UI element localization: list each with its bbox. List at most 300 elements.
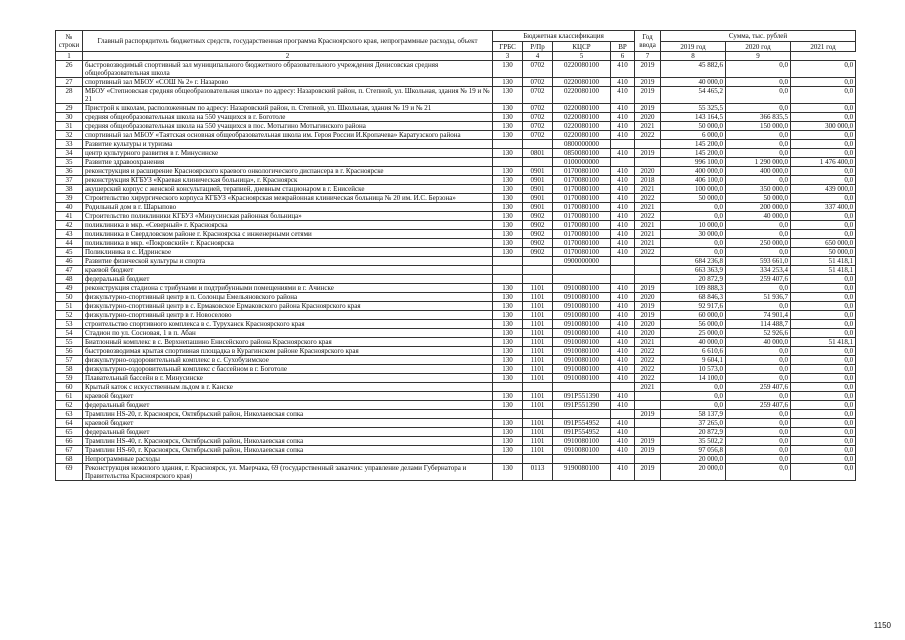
sum-2020-cell: 0,0 — [726, 149, 791, 158]
sum-2020-cell: 40 000,0 — [726, 338, 791, 347]
grbs-cell: 130 — [493, 131, 523, 140]
table-row — [56, 347, 856, 356]
table-row — [56, 311, 856, 320]
object-name: Трамплин HS-60, г. Красноярск, Октябрьский район, Николаевская сопка — [83, 446, 493, 455]
vr-cell — [611, 455, 635, 464]
rzpr-cell: 1101 — [523, 365, 553, 374]
vr-cell: 410 — [611, 167, 635, 176]
table-row — [56, 365, 856, 374]
sum-2019-cell: 10 573,0 — [661, 365, 726, 374]
col-header-row-number: № строки — [56, 31, 83, 52]
year-cell — [635, 401, 661, 410]
vr-cell: 410 — [611, 437, 635, 446]
object-name: реконструкция КГБУЗ «Краевая клиническая больница», г. Красноярск — [83, 176, 493, 185]
object-name: Биатлонный комплекс в с. Верхнепашино Енисейского района Красноярского края — [83, 338, 493, 347]
sum-2021-cell: 51 418,1 — [791, 257, 856, 266]
sum-2019-cell: 145 200,0 — [661, 149, 726, 158]
row-number: 65 — [56, 428, 83, 437]
sum-2020-cell: 366 835,5 — [726, 113, 791, 122]
object-name: Реконструкция нежилого здания, г. Красноярск, ул. Маерчака, 69 (государственный заказчик: управление делами Губернатора и Правительства Красноярского края) — [83, 464, 493, 481]
sum-2021-cell: 0,0 — [791, 176, 856, 185]
year-cell: 2019 — [635, 446, 661, 455]
table-row — [56, 257, 856, 266]
kcsr-cell — [553, 383, 611, 392]
object-name: спортивный зал МБОУ «Таятская основная общеобразовательная школа им. Героя России И.Кропачева» Каратузского района — [83, 131, 493, 140]
row-number: 37 — [56, 176, 83, 185]
column-number: 2 — [83, 52, 493, 61]
rzpr-cell: 1101 — [523, 401, 553, 410]
sum-2021-cell: 650 000,0 — [791, 239, 856, 248]
table-row — [56, 167, 856, 176]
grbs-cell: 130 — [493, 87, 523, 104]
rzpr-cell — [523, 158, 553, 167]
object-name: акушерский корпус с женской консультацией, терапией, дневным стационаром в г. Енисейске — [83, 185, 493, 194]
object-name: Трамплин HS-20, г. Красноярск, Октябрьский район, Николаевская сопка — [83, 410, 493, 419]
row-number: 35 — [56, 158, 83, 167]
rzpr-cell: 0702 — [523, 113, 553, 122]
grbs-cell — [493, 455, 523, 464]
row-number: 53 — [56, 320, 83, 329]
table-body — [56, 61, 856, 481]
sum-2019-cell: 0,0 — [661, 239, 726, 248]
rzpr-cell: 0702 — [523, 122, 553, 131]
kcsr-cell: 0900000000 — [553, 257, 611, 266]
sum-2019-cell: 0,0 — [661, 203, 726, 212]
row-number: 59 — [56, 374, 83, 383]
table-row — [56, 329, 856, 338]
kcsr-cell: 0220080100 — [553, 131, 611, 140]
vr-cell — [611, 257, 635, 266]
rzpr-cell: 0702 — [523, 131, 553, 140]
year-cell: 2019 — [635, 61, 661, 78]
year-cell: 2020 — [635, 320, 661, 329]
object-name: быстровозводимый спортивный зал муниципального бюджетного образовательного учреждения Денисовская средняя общеобразовательная школа — [83, 61, 493, 78]
object-name: спортивный зал МБОУ «СОШ № 2» г. Назарово — [83, 78, 493, 87]
sum-2020-cell: 0,0 — [726, 221, 791, 230]
sum-2020-cell: 150 000,0 — [726, 122, 791, 131]
object-name: Плавательный бассейн в г. Минусинске — [83, 374, 493, 383]
column-number: 9 — [726, 52, 791, 61]
year-cell — [635, 158, 661, 167]
table-row — [56, 122, 856, 131]
sum-2020-cell: 0,0 — [726, 464, 791, 481]
year-cell — [635, 392, 661, 401]
vr-cell: 410 — [611, 122, 635, 131]
object-name: физкультурно-спортивный центр в п. Солонцы Емельяновского района — [83, 293, 493, 302]
kcsr-cell: 0170080100 — [553, 239, 611, 248]
rzpr-cell — [523, 410, 553, 419]
vr-cell: 410 — [611, 302, 635, 311]
sum-2019-cell: 0,0 — [661, 248, 726, 257]
year-cell: 2019 — [635, 410, 661, 419]
year-cell: 2019 — [635, 437, 661, 446]
sum-2019-cell: 143 164,5 — [661, 113, 726, 122]
column-number: 8 — [661, 52, 726, 61]
sum-2020-cell: 52 926,6 — [726, 329, 791, 338]
row-number: 58 — [56, 365, 83, 374]
sum-2019-cell: 35 502,2 — [661, 437, 726, 446]
row-number: 28 — [56, 87, 83, 104]
rzpr-cell: 1101 — [523, 356, 553, 365]
rzpr-cell: 0901 — [523, 176, 553, 185]
grbs-cell — [493, 383, 523, 392]
kcsr-cell: 0220080100 — [553, 78, 611, 87]
sum-2021-cell: 0,0 — [791, 329, 856, 338]
sum-2021-cell: 0,0 — [791, 230, 856, 239]
sum-2020-cell: 74 901,4 — [726, 311, 791, 320]
budget-table — [55, 30, 856, 481]
table-row — [56, 455, 856, 464]
row-number: 66 — [56, 437, 83, 446]
kcsr-cell — [553, 410, 611, 419]
table-row — [56, 446, 856, 455]
object-name: краевой бюджет — [83, 266, 493, 275]
sum-2019-cell: 6 000,0 — [661, 131, 726, 140]
sum-2021-cell: 0,0 — [791, 383, 856, 392]
grbs-cell: 130 — [493, 329, 523, 338]
kcsr-cell: 0170080100 — [553, 212, 611, 221]
grbs-cell: 130 — [493, 293, 523, 302]
sum-2021-cell: 0,0 — [791, 131, 856, 140]
sum-2020-cell: 51 936,7 — [726, 293, 791, 302]
table-row — [56, 61, 856, 78]
sum-2020-cell: 200 000,0 — [726, 203, 791, 212]
sum-2021-cell: 0,0 — [791, 428, 856, 437]
sum-2020-cell: 0,0 — [726, 140, 791, 149]
table-row — [56, 374, 856, 383]
kcsr-cell: 0910080100 — [553, 347, 611, 356]
row-number: 29 — [56, 104, 83, 113]
sum-2019-cell: 400 000,0 — [661, 167, 726, 176]
sum-2021-cell: 0,0 — [791, 140, 856, 149]
grbs-cell: 130 — [493, 365, 523, 374]
kcsr-cell: 0850080100 — [553, 149, 611, 158]
row-number: 47 — [56, 266, 83, 275]
row-number: 44 — [56, 239, 83, 248]
year-cell: 2021 — [635, 383, 661, 392]
vr-cell — [611, 410, 635, 419]
rzpr-cell: 0901 — [523, 194, 553, 203]
year-cell — [635, 419, 661, 428]
grbs-cell — [493, 158, 523, 167]
sum-2019-cell: 97 056,8 — [661, 446, 726, 455]
kcsr-cell: 0170080100 — [553, 221, 611, 230]
year-cell: 2022 — [635, 248, 661, 257]
year-cell: 2021 — [635, 122, 661, 131]
kcsr-cell: 0220080100 — [553, 87, 611, 104]
year-cell: 2019 — [635, 104, 661, 113]
sum-2020-cell: 0,0 — [726, 302, 791, 311]
table-row — [56, 176, 856, 185]
year-cell: 2018 — [635, 176, 661, 185]
kcsr-cell: 0170080100 — [553, 248, 611, 257]
table-row — [56, 428, 856, 437]
year-cell: 2021 — [635, 230, 661, 239]
table-row — [56, 248, 856, 257]
row-number: 57 — [56, 356, 83, 365]
grbs-cell: 130 — [493, 464, 523, 481]
sum-2019-cell: 45 882,6 — [661, 61, 726, 78]
object-name: поликлиника в мкр. «Покровский» г. Красноярска — [83, 239, 493, 248]
sum-2019-cell: 406 100,0 — [661, 176, 726, 185]
sum-2020-cell: 0,0 — [726, 347, 791, 356]
sum-2021-cell: 0,0 — [791, 455, 856, 464]
grbs-cell: 130 — [493, 230, 523, 239]
vr-cell — [611, 140, 635, 149]
object-name: средняя общеобразовательная школа на 550 учащихся в г. Боготоле — [83, 113, 493, 122]
rzpr-cell: 1101 — [523, 392, 553, 401]
table-row — [56, 87, 856, 104]
sum-2019-cell: 55 325,5 — [661, 104, 726, 113]
vr-cell: 410 — [611, 248, 635, 257]
sum-2021-cell: 0,0 — [791, 464, 856, 481]
row-number: 60 — [56, 383, 83, 392]
year-cell — [635, 275, 661, 284]
sum-2020-cell: 350 000,0 — [726, 185, 791, 194]
table-row — [56, 302, 856, 311]
row-number: 38 — [56, 185, 83, 194]
table-row — [56, 266, 856, 275]
grbs-cell: 130 — [493, 248, 523, 257]
table-row — [56, 113, 856, 122]
kcsr-cell: 0800000000 — [553, 140, 611, 149]
row-number: 26 — [56, 61, 83, 78]
object-name: строительство спортивного комплекса в с. Туруханск Красноярского края — [83, 320, 493, 329]
rzpr-cell: 0702 — [523, 87, 553, 104]
sum-2020-cell: 0,0 — [726, 87, 791, 104]
rzpr-cell: 1101 — [523, 419, 553, 428]
kcsr-cell: 091P551390 — [553, 401, 611, 410]
vr-cell: 410 — [611, 374, 635, 383]
sum-2019-cell: 9 604,1 — [661, 356, 726, 365]
grbs-cell: 130 — [493, 320, 523, 329]
sum-2020-cell: 250 000,0 — [726, 239, 791, 248]
grbs-cell — [493, 257, 523, 266]
sum-2020-cell: 0,0 — [726, 446, 791, 455]
sum-2020-cell: 0,0 — [726, 61, 791, 78]
sum-2019-cell: 40 000,0 — [661, 338, 726, 347]
grbs-cell: 130 — [493, 104, 523, 113]
rzpr-cell — [523, 275, 553, 284]
vr-cell: 410 — [611, 401, 635, 410]
sum-2021-cell: 0,0 — [791, 61, 856, 78]
table-row — [56, 140, 856, 149]
rzpr-cell: 1101 — [523, 311, 553, 320]
row-number: 40 — [56, 203, 83, 212]
grbs-cell: 130 — [493, 221, 523, 230]
rzpr-cell: 1101 — [523, 347, 553, 356]
sum-2019-cell: 10 000,0 — [661, 221, 726, 230]
sum-2020-cell: 400 000,0 — [726, 167, 791, 176]
rzpr-cell: 1101 — [523, 320, 553, 329]
grbs-cell: 130 — [493, 284, 523, 293]
sum-2020-cell: 0,0 — [726, 374, 791, 383]
sum-2020-cell: 0,0 — [726, 455, 791, 464]
row-number: 43 — [56, 230, 83, 239]
rzpr-cell: 0702 — [523, 61, 553, 78]
grbs-cell: 130 — [493, 122, 523, 131]
grbs-cell: 130 — [493, 338, 523, 347]
vr-cell: 410 — [611, 194, 635, 203]
grbs-cell: 130 — [493, 176, 523, 185]
sum-2019-cell: 0,0 — [661, 401, 726, 410]
sum-2020-cell: 0,0 — [726, 419, 791, 428]
sum-2019-cell: 40 000,0 — [661, 78, 726, 87]
sum-2019-cell: 20 872,9 — [661, 275, 726, 284]
object-name: Развитие здравоохранения — [83, 158, 493, 167]
row-number: 41 — [56, 212, 83, 221]
rzpr-cell — [523, 257, 553, 266]
object-name: физкультурно-спортивный центр в г. Новоселово — [83, 311, 493, 320]
grbs-cell: 130 — [493, 302, 523, 311]
sum-2021-cell: 1 476 400,0 — [791, 158, 856, 167]
rzpr-cell: 0902 — [523, 248, 553, 257]
column-number-row — [56, 52, 856, 61]
col-header-grbs: ГРБС — [493, 42, 523, 52]
rzpr-cell: 0901 — [523, 185, 553, 194]
row-number: 52 — [56, 311, 83, 320]
year-cell: 2019 — [635, 302, 661, 311]
sum-2019-cell: 0,0 — [661, 212, 726, 221]
sum-2021-cell: 0,0 — [791, 347, 856, 356]
object-name: Развитие культуры и туризма — [83, 140, 493, 149]
sum-2020-cell: 0,0 — [726, 437, 791, 446]
rzpr-cell: 1101 — [523, 374, 553, 383]
object-name: физкультурно-оздоровительный комплекс с бассейном в г. Боготоле — [83, 365, 493, 374]
grbs-cell: 130 — [493, 401, 523, 410]
column-number: 5 — [553, 52, 611, 61]
grbs-cell: 130 — [493, 392, 523, 401]
table-row — [56, 356, 856, 365]
row-number: 33 — [56, 140, 83, 149]
object-name: физкультурно-оздоровительный комплекс в с. Сухобузимское — [83, 356, 493, 365]
kcsr-cell: 0910080100 — [553, 302, 611, 311]
object-name: Крытый каток с искусственным льдом в г. Канске — [83, 383, 493, 392]
vr-cell: 410 — [611, 221, 635, 230]
row-number: 49 — [56, 284, 83, 293]
sum-2019-cell: 56 000,0 — [661, 320, 726, 329]
sum-2019-cell: 92 917,6 — [661, 302, 726, 311]
table-row — [56, 78, 856, 87]
vr-cell: 410 — [611, 347, 635, 356]
kcsr-cell: 0910080100 — [553, 374, 611, 383]
sum-2021-cell: 0,0 — [791, 437, 856, 446]
page-number: 1150 — [873, 621, 891, 630]
table-row — [56, 284, 856, 293]
sum-2019-cell: 996 100,0 — [661, 158, 726, 167]
row-number: 34 — [56, 149, 83, 158]
row-number: 69 — [56, 464, 83, 481]
vr-cell: 410 — [611, 464, 635, 481]
column-number: 7 — [635, 52, 661, 61]
object-name: Строительство поликлиники КГБУЗ «Минусинская районная больница» — [83, 212, 493, 221]
rzpr-cell: 0901 — [523, 203, 553, 212]
table-row — [56, 239, 856, 248]
column-number: 1 — [56, 52, 83, 61]
table-row — [56, 131, 856, 140]
sum-2020-cell: 0,0 — [726, 356, 791, 365]
grbs-cell: 130 — [493, 374, 523, 383]
rzpr-cell: 0801 — [523, 149, 553, 158]
vr-cell: 410 — [611, 113, 635, 122]
year-cell — [635, 455, 661, 464]
vr-cell: 410 — [611, 78, 635, 87]
table-row — [56, 437, 856, 446]
table-row — [56, 410, 856, 419]
vr-cell: 410 — [611, 293, 635, 302]
column-number: 6 — [611, 52, 635, 61]
kcsr-cell: 0170080100 — [553, 230, 611, 239]
rzpr-cell: 0902 — [523, 212, 553, 221]
grbs-cell: 130 — [493, 446, 523, 455]
table-row — [56, 464, 856, 481]
rzpr-cell: 1101 — [523, 437, 553, 446]
sum-2020-cell: 0,0 — [726, 104, 791, 113]
kcsr-cell: 0170080100 — [553, 194, 611, 203]
object-name: физкультурно-спортивный центр в с. Ермаковское Ермаковского района Красноярского края — [83, 302, 493, 311]
year-cell: 2022 — [635, 365, 661, 374]
kcsr-cell: 0910080100 — [553, 320, 611, 329]
sum-2021-cell: 0,0 — [791, 320, 856, 329]
sum-2019-cell: 60 000,0 — [661, 311, 726, 320]
vr-cell: 410 — [611, 185, 635, 194]
rzpr-cell: 1101 — [523, 302, 553, 311]
grbs-cell: 130 — [493, 78, 523, 87]
kcsr-cell: 0910080100 — [553, 338, 611, 347]
row-number: 31 — [56, 122, 83, 131]
sum-2020-cell: 593 661,0 — [726, 257, 791, 266]
row-number: 27 — [56, 78, 83, 87]
table-row — [56, 392, 856, 401]
kcsr-cell: 0170080100 — [553, 167, 611, 176]
rzpr-cell: 0901 — [523, 167, 553, 176]
kcsr-cell — [553, 266, 611, 275]
sum-2019-cell: 14 100,0 — [661, 374, 726, 383]
year-cell: 2021 — [635, 185, 661, 194]
grbs-cell: 130 — [493, 194, 523, 203]
kcsr-cell: 0170080100 — [553, 185, 611, 194]
sum-2021-cell: 0,0 — [791, 392, 856, 401]
sum-2019-cell: 54 465,2 — [661, 87, 726, 104]
sum-2021-cell: 0,0 — [791, 167, 856, 176]
row-number: 51 — [56, 302, 83, 311]
object-name: быстровозводимая крытая спортивная площадка в Курагинском районе Красноярского края — [83, 347, 493, 356]
vr-cell: 410 — [611, 428, 635, 437]
sum-2019-cell: 684 236,8 — [661, 257, 726, 266]
sum-2020-cell: 0,0 — [726, 365, 791, 374]
sum-2021-cell: 0,0 — [791, 302, 856, 311]
vr-cell: 410 — [611, 365, 635, 374]
rzpr-cell: 1101 — [523, 428, 553, 437]
vr-cell: 410 — [611, 230, 635, 239]
sum-2021-cell: 0,0 — [791, 374, 856, 383]
grbs-cell: 130 — [493, 61, 523, 78]
vr-cell: 410 — [611, 329, 635, 338]
sum-2021-cell: 0,0 — [791, 284, 856, 293]
sum-2020-cell: 114 488,7 — [726, 320, 791, 329]
vr-cell: 410 — [611, 284, 635, 293]
table-row — [56, 419, 856, 428]
year-cell: 2021 — [635, 239, 661, 248]
grbs-cell — [493, 275, 523, 284]
kcsr-cell: 091P551390 — [553, 392, 611, 401]
rzpr-cell: 1101 — [523, 446, 553, 455]
vr-cell: 410 — [611, 392, 635, 401]
row-number: 64 — [56, 419, 83, 428]
rzpr-cell: 1101 — [523, 284, 553, 293]
vr-cell: 410 — [611, 446, 635, 455]
kcsr-cell: 0910080100 — [553, 437, 611, 446]
